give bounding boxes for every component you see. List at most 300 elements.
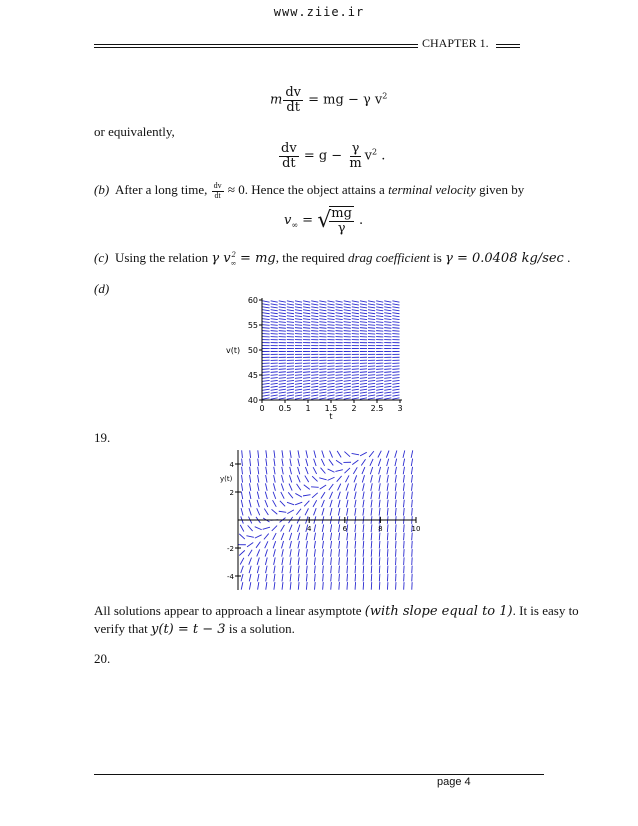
field-segment (344, 301, 351, 302)
field-segment (384, 316, 391, 317)
field-segment (328, 477, 335, 480)
field-segment (352, 386, 359, 387)
field-segment (241, 492, 242, 499)
field-segment (319, 386, 326, 387)
field-segment (376, 375, 383, 376)
field-segment (376, 316, 383, 317)
field-segment (303, 380, 310, 381)
field-segment (368, 331, 375, 332)
watermark: www.ziie.ir (273, 5, 365, 19)
field-segment (363, 524, 364, 532)
field-segment (303, 395, 310, 396)
field-segment (387, 557, 388, 565)
field-segment (287, 369, 294, 370)
field-segment (290, 533, 292, 540)
field-segment (295, 383, 302, 384)
field-segment (273, 549, 275, 556)
field-segment (347, 549, 348, 557)
field-segment (306, 557, 307, 565)
field-segment (241, 483, 242, 491)
header-rule-bottom (94, 47, 418, 48)
plot-19-axes (235, 450, 416, 590)
field-segment (354, 492, 356, 499)
field-segment (311, 316, 318, 317)
field-segment (311, 369, 318, 370)
y-tick-label: -4 (227, 573, 234, 581)
x-tick-label: 2.5 (370, 404, 384, 413)
field-segment (287, 392, 294, 393)
field-segment (360, 316, 367, 317)
field-segment (298, 525, 300, 532)
field-segment (262, 313, 269, 314)
field-segment (384, 398, 391, 399)
field-segment (323, 574, 324, 582)
field-segment (384, 395, 391, 396)
text-or-equivalently: or equivalently, (94, 124, 175, 139)
field-segment (371, 541, 372, 549)
field-segment (376, 331, 383, 332)
field-segment (279, 307, 286, 308)
field-segment (295, 331, 302, 332)
field-segment (355, 574, 356, 582)
field-segment (368, 301, 375, 302)
field-segment (322, 525, 323, 532)
field-segment (295, 502, 302, 505)
field-segment (337, 451, 341, 457)
field-segment (295, 322, 302, 323)
field-segment (376, 301, 383, 302)
field-segment (311, 389, 318, 390)
field-segment (314, 450, 316, 457)
field-segment (360, 310, 367, 311)
field-segment (306, 533, 308, 540)
field-segment (262, 319, 269, 320)
field-segment (347, 566, 348, 574)
field-segment (319, 322, 326, 323)
field-segment (384, 301, 391, 302)
field-segment (321, 492, 325, 498)
field-segment (295, 316, 302, 317)
field-segment (263, 389, 270, 390)
field-segment (384, 325, 391, 326)
field-segment (344, 369, 351, 370)
field-segment (327, 392, 334, 393)
field-segment (295, 313, 302, 314)
field-segment (311, 386, 318, 387)
field-segment (319, 392, 326, 393)
field-segment (360, 378, 367, 379)
field-segment (281, 492, 284, 499)
field-segment (271, 386, 278, 387)
field-segment (327, 319, 334, 320)
field-segment (376, 383, 383, 384)
field-segment (279, 313, 286, 314)
field-segment (242, 450, 243, 458)
field-segment (384, 319, 391, 320)
field-segment (305, 467, 308, 474)
field-segment (257, 483, 258, 490)
field-segment (361, 459, 365, 465)
field-segment (403, 459, 404, 466)
field-segment (321, 459, 324, 466)
field-segment (242, 467, 243, 475)
field-segment (338, 500, 340, 507)
part-c-text: (c) Using the relation γ $v_\infty^2$ = mg, the required drag coefficient is γ = 0.0408 kg/sec . (94, 250, 571, 268)
field-segment (360, 375, 367, 376)
field-segment (412, 541, 413, 549)
field-segment (376, 313, 383, 314)
field-segment (287, 325, 294, 326)
field-segment (287, 389, 294, 390)
field-segment (355, 541, 356, 549)
field-segment (363, 549, 364, 557)
field-segment (395, 450, 397, 457)
field-segment (387, 541, 388, 549)
field-segment (295, 325, 302, 326)
field-segment (368, 375, 375, 376)
field-segment (249, 483, 250, 490)
field-segment (355, 533, 356, 541)
field-segment (250, 475, 251, 483)
field-segment (239, 534, 245, 539)
field-segment (327, 395, 334, 396)
field-segment (411, 459, 412, 466)
field-segment (298, 566, 299, 574)
field-segment (347, 574, 348, 582)
field-segment (303, 331, 310, 332)
field-segment (279, 301, 286, 302)
field-segment (287, 378, 294, 379)
field-segment (319, 304, 326, 305)
field-segment (274, 459, 275, 467)
field-segment (369, 451, 374, 457)
field-segment (327, 369, 334, 370)
field-segment (392, 301, 399, 302)
field-segment (344, 372, 351, 373)
field-segment (384, 369, 391, 370)
field-segment (262, 380, 269, 381)
field-segment (290, 541, 292, 548)
field-segment (287, 319, 294, 320)
field-segment (262, 372, 269, 373)
field-segment (360, 301, 367, 302)
field-segment (249, 582, 250, 589)
field-segment (279, 386, 286, 387)
field-segment (336, 389, 343, 390)
field-segment (412, 483, 413, 491)
field-segment (336, 383, 343, 384)
field-segment (279, 328, 286, 329)
field-segment (257, 492, 259, 499)
field-segment (384, 328, 391, 329)
y-tick-label: -2 (227, 545, 234, 553)
field-segment (271, 301, 278, 302)
field-segment (258, 475, 259, 482)
field-segment (384, 307, 391, 308)
field-segment (240, 525, 244, 532)
field-segment (306, 566, 307, 574)
field-segment (274, 450, 275, 458)
field-segment (327, 380, 334, 381)
field-segment (249, 508, 251, 515)
field-segment (266, 574, 267, 581)
field-segment (271, 331, 278, 332)
field-segment (305, 508, 308, 515)
field-segment (336, 313, 343, 314)
field-segment (368, 319, 375, 320)
field-segment (331, 541, 332, 549)
field-segment (311, 398, 318, 399)
field-segment (295, 386, 302, 387)
field-segment (336, 395, 343, 396)
field-segment (265, 557, 267, 564)
field-segment (344, 378, 351, 379)
field-segment (339, 566, 340, 574)
field-segment (339, 549, 340, 557)
field-segment (266, 566, 268, 573)
field-segment (322, 508, 324, 515)
field-segment (311, 322, 318, 323)
field-segment (271, 389, 278, 390)
field-segment (273, 500, 277, 507)
field-segment (395, 475, 396, 483)
field-segment (290, 574, 291, 582)
x-tick-label: 2 (351, 404, 357, 413)
field-segment (395, 508, 396, 516)
field-segment (311, 331, 318, 332)
field-segment (368, 392, 375, 393)
field-segment (312, 476, 317, 481)
field-segment (392, 378, 399, 379)
field-segment (287, 375, 294, 376)
field-segment (387, 500, 388, 508)
field-segment (322, 541, 323, 549)
field-segment (257, 508, 260, 515)
field-segment (321, 468, 326, 474)
plot-19-direction-field (218, 446, 420, 596)
field-segment (379, 557, 380, 565)
field-segment (336, 380, 343, 381)
field-segment (298, 459, 300, 466)
field-segment (319, 398, 326, 399)
field-segment (384, 322, 391, 323)
field-segment (279, 316, 286, 317)
field-segment (339, 582, 340, 590)
field-segment (352, 398, 359, 399)
field-segment (363, 566, 364, 574)
field-segment (371, 557, 372, 565)
field-segment (257, 574, 258, 581)
field-segment (298, 533, 300, 540)
field-segment (314, 566, 315, 574)
field-segment (339, 533, 340, 541)
field-segment (360, 325, 367, 326)
field-segment (306, 582, 307, 590)
chapter-title: CHAPTER 1. (422, 36, 489, 50)
page-number: page 4 (437, 776, 471, 788)
field-segment (262, 369, 269, 370)
problem-19-label: 19. (94, 430, 111, 445)
field-segment (384, 372, 391, 373)
field-segment (274, 566, 275, 573)
field-segment (384, 313, 391, 314)
field-segment (355, 566, 356, 574)
field-segment (360, 319, 367, 320)
field-segment (404, 533, 405, 541)
field-segment (328, 469, 335, 472)
field-segment (279, 375, 286, 376)
field-segment (290, 459, 291, 466)
field-segment (371, 524, 372, 532)
field-segment (287, 502, 294, 505)
field-segment (336, 331, 343, 332)
field-segment (327, 389, 334, 390)
field-segment (287, 301, 294, 302)
field-segment (279, 304, 286, 305)
field-segment (344, 398, 351, 399)
plot-d-direction-field (222, 292, 412, 426)
field-segment (271, 328, 278, 329)
field-segment (274, 574, 275, 582)
field-segment (295, 493, 302, 497)
y-axis-label: y(t) (220, 474, 233, 483)
field-segment (327, 316, 334, 317)
field-segment (314, 459, 317, 466)
field-segment (370, 467, 372, 474)
field-segment (371, 500, 372, 508)
field-segment (338, 492, 340, 499)
field-segment (287, 383, 294, 384)
field-segment (403, 483, 404, 491)
field-segment (262, 331, 269, 332)
field-segment (303, 378, 310, 379)
field-segment (344, 395, 351, 396)
field-segment (282, 566, 283, 574)
field-segment (392, 310, 399, 311)
equation-acceleration: $\frac{dv}{dt}$ = g − $\frac{\gamma}{m}$ $v^2$ . (281, 141, 386, 171)
field-segment (288, 492, 293, 498)
field-segment (271, 375, 278, 376)
field-segment (250, 450, 251, 458)
field-segment (363, 533, 364, 541)
field-segment (281, 525, 285, 532)
field-segment (339, 541, 340, 549)
field-segment (297, 484, 301, 490)
field-segment (271, 398, 278, 399)
field-segment (287, 386, 294, 387)
field-segment (360, 372, 367, 373)
field-segment (392, 386, 399, 387)
solution-line-2: verify that y(t) = t − 3 is a solution. (94, 621, 295, 637)
field-segment (295, 375, 302, 376)
field-segment (262, 378, 269, 379)
field-segment (412, 492, 413, 500)
field-segment (255, 535, 262, 538)
field-segment (262, 386, 269, 387)
field-segment (336, 325, 343, 326)
field-segment (368, 310, 375, 311)
field-segment (279, 383, 286, 384)
field-segment (263, 307, 270, 308)
field-segment (404, 508, 405, 516)
field-segment (295, 307, 302, 308)
field-segment (370, 459, 373, 466)
field-segment (384, 389, 391, 390)
field-segment (336, 369, 343, 370)
field-segment (336, 301, 343, 302)
field-segment (311, 307, 318, 308)
field-segment (355, 582, 356, 590)
field-segment (376, 392, 383, 393)
field-segment (250, 467, 251, 475)
field-segment (289, 484, 292, 491)
field-segment (368, 383, 375, 384)
field-segment (271, 380, 278, 381)
field-segment (336, 316, 343, 317)
problem-20-label: 20. (94, 651, 111, 666)
field-segment (279, 319, 286, 320)
field-segment (263, 398, 270, 399)
field-segment (287, 316, 294, 317)
field-segment (271, 307, 278, 308)
field-segment (331, 557, 332, 565)
field-segment (279, 369, 286, 370)
field-segment (282, 549, 284, 556)
field-segment (311, 319, 318, 320)
field-segment (306, 450, 308, 457)
field-segment (336, 307, 343, 308)
field-segment (344, 319, 351, 320)
field-segment (368, 380, 375, 381)
field-segment (327, 325, 334, 326)
field-segment (303, 313, 310, 314)
field-segment (266, 450, 267, 458)
field-segment (327, 398, 334, 399)
field-segment (346, 500, 348, 507)
x-tick-label: 3 (397, 404, 403, 413)
field-segment (352, 331, 359, 332)
plot-d-labels (226, 296, 403, 421)
field-segment (386, 451, 389, 458)
field-segment (274, 475, 276, 482)
field-segment (271, 322, 278, 323)
field-segment (248, 550, 252, 556)
field-segment (241, 566, 244, 573)
field-segment (331, 582, 332, 590)
field-segment (352, 322, 359, 323)
field-segment (282, 459, 283, 466)
field-segment (352, 372, 359, 373)
field-segment (303, 310, 310, 311)
footer-rule (94, 774, 544, 775)
field-segment (384, 383, 391, 384)
field-segment (346, 483, 349, 490)
field-segment (360, 331, 367, 332)
y-tick-label: 55 (247, 321, 258, 330)
field-segment (384, 380, 391, 381)
field-segment (273, 492, 276, 499)
field-segment (384, 386, 391, 387)
field-segment (282, 475, 284, 482)
field-segment (282, 557, 283, 564)
field-segment (352, 316, 359, 317)
field-segment (344, 386, 351, 387)
field-segment (368, 313, 375, 314)
field-segment (250, 459, 251, 467)
field-segment (272, 509, 278, 514)
field-segment (392, 316, 399, 317)
field-segment (287, 322, 294, 323)
